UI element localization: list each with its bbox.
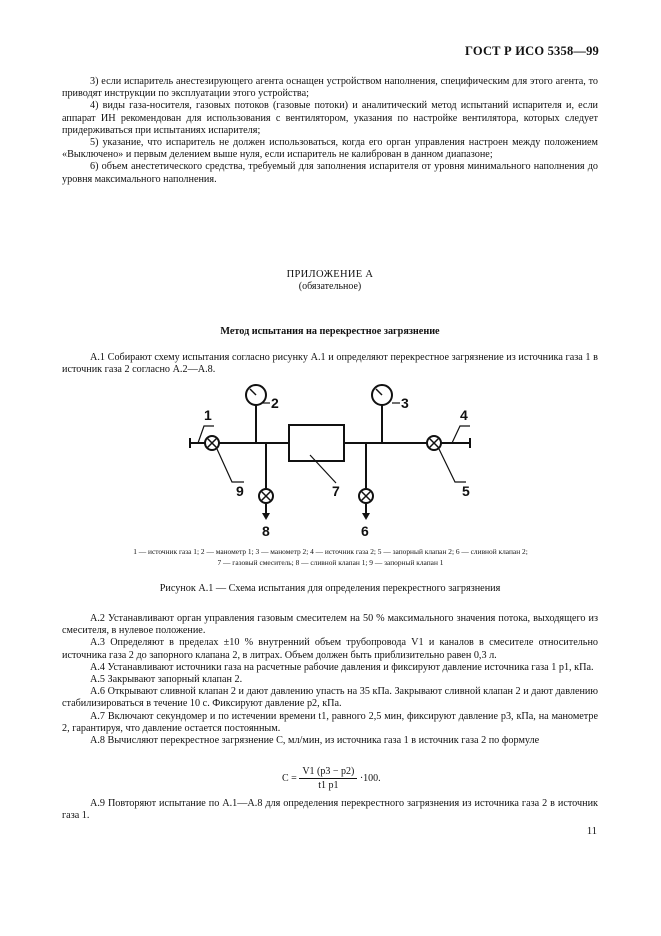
step-a3: А.3 Определяют в пределах ±10 % внутренний объем трубопровода V1 и каналов в смесителе относительно источника газа 2 до запорного клапана 2, в литрах. Объем должен быть приблизительно равен 0,3 л.: [62, 637, 598, 661]
formula-lhs: C =: [282, 773, 297, 784]
intro-item-6: 6) объем анестетического средства, требуемый для заполнения испарителя от уровня минимального наполнения до уровня максимального наполнения.: [62, 161, 598, 185]
label-7: 7: [332, 483, 340, 499]
intro-item-5: 5) указание, что испаритель не должен использоваться, когда его орган управления настроен между положением «Выключено» и первым делением выше нуля, если испаритель не калиброван в данном диапазоне;: [62, 137, 598, 161]
label-5: 5: [462, 483, 470, 499]
step-a4: А.4 Устанавливают источники газа на расчетные рабочие давления и фиксируют давление источника газа 1 p1, кПа.: [90, 661, 594, 673]
step-a5: А.5 Закрывают запорный клапан 2.: [90, 674, 243, 686]
step-a2: А.2 Устанавливают орган управления газовым смесителем на 50 % максимального значения потока, выходящего из смесителя, в нулевое положение.: [62, 613, 598, 637]
label-3: 3: [401, 395, 409, 411]
method-title: Метод испытания на перекрестное загрязнение: [220, 326, 440, 337]
label-2: 2: [271, 395, 279, 411]
appendix-subtitle: (обязательное): [298, 281, 362, 292]
label-1: 1: [204, 407, 212, 423]
gas-mixer-box: [289, 425, 344, 461]
legend-line-2: 7 — газовый смеситель; 8 — сливной клапан 1; 9 — запорный клапан 1: [217, 558, 444, 567]
label-6: 6: [361, 523, 369, 539]
step-a9: [62, 798, 598, 822]
appendix-title: ПРИЛОЖЕНИЕ А: [286, 269, 374, 280]
page-number: 11: [586, 826, 597, 837]
figure-legend: [60, 546, 601, 568]
step-a9-text: А.9 Повторяют испытание по А.1—А.8 для определения перекрестного загрязнения из источника газа 2 в источник газа 1.: [62, 798, 598, 822]
step-a8: А.8 Вычисляют перекрестное загрязнение C, мл/мин, из источника газа 1 в источник газа 2 по формуле: [90, 735, 540, 747]
label-9: 9: [236, 483, 244, 499]
label-8: 8: [262, 523, 270, 539]
document-header: ГОСТ Р ИСО 5358—99: [465, 44, 599, 58]
intro-item-3: 3) если испаритель анестезирующего агента оснащен устройством наполнения, специфическим для этого агента, то приводят инструкции по эксплуатации этого устройства;: [62, 76, 598, 100]
formula-numerator: V1 (p3 − p2): [299, 766, 357, 779]
figure-caption: Рисунок А.1 — Схема испытания для определения перекрестного загрязнения: [159, 583, 501, 594]
formula-denominator: t1 p1: [318, 780, 339, 791]
step-a1-text: А.1 Собирают схему испытания согласно рисунку А.1 и определяют перекрестное загрязнение из источника газа 1 в источник газа 2 согласно А.2—А.8.: [62, 352, 598, 376]
formula-tail: ·100.: [359, 773, 381, 784]
formula-fraction: [299, 766, 357, 791]
step-a6: А.6 Открывают сливной клапан 2 и дают давлению упасть на 35 кПа. Закрывают сливной клапан 2 и дают давлению стабилизироваться в течение 10 с. Фиксируют давление p2, кПа.: [62, 686, 598, 710]
intro-item-4: 4) виды газа-носителя, газовых потоков (газовые потоки) и аналитический метод испытаний испарителя и, если аппарат ИН рекомендован для использования с вентилятором, указания по настройке вентилятора, которых следует придерживаться при испытаниях испарителя;: [62, 100, 598, 136]
steps-block: [62, 613, 598, 747]
label-4: 4: [460, 407, 468, 423]
step-a7: А.7 Включают секундомер и по истечении времени t1, равного 2,5 мин, фиксируют давление p3, кПа, на манометре 2, гарантируя, что давление остается постоянным.: [62, 710, 598, 734]
formula: [282, 766, 381, 791]
legend-line-1: 1 — источник газа 1; 2 — манометр 1; 3 — манометр 2; 4 — источник газа 2; 5 — запорный клапан 2; 6 — сливной клапан 2;: [133, 547, 528, 556]
